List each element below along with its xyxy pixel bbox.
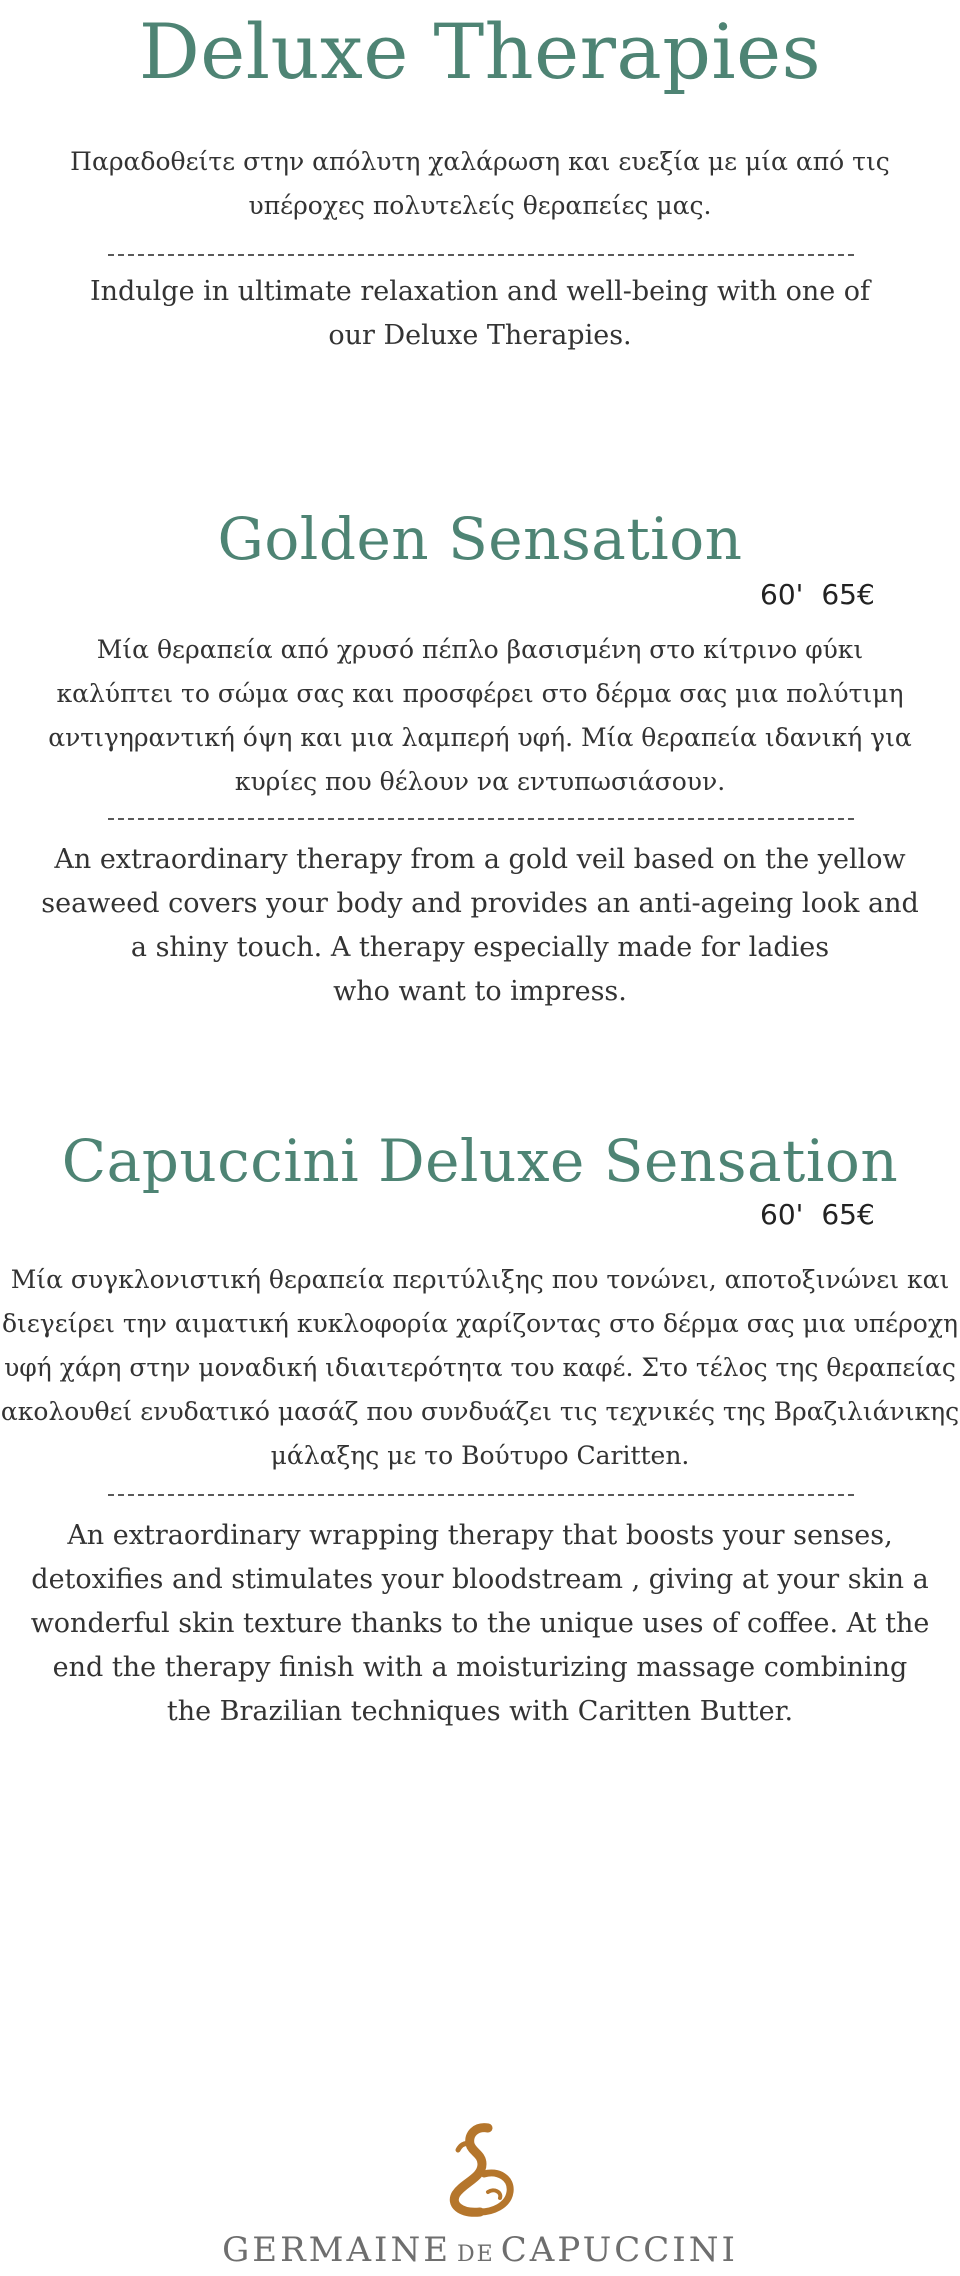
description-line: seaweed covers your body and provides an anti-ageing look and [41, 888, 919, 919]
description-line: Μία θεραπεία από χρυσό πέπλο βασισμένη στο κίτρινο φύκι [96, 635, 864, 664]
description-line: An extraordinary wrapping therapy that boosts your senses, [67, 1520, 893, 1551]
therapy-description-greek [0, 1258, 960, 1478]
therapy-description-english [0, 838, 960, 1014]
therapy-description-greek [0, 628, 960, 804]
page-title: Deluxe Therapies [138, 7, 822, 96]
description-line: μάλαξης με το Βούτυρο Caritten. [270, 1441, 690, 1470]
price-label: 65€ [821, 578, 875, 611]
description-line: κυρίες που θέλουν να εντυπωσιάσουν. [234, 767, 726, 796]
intro-greek-line: υπέροχες πολυτελείς θεραπείες μας. [248, 191, 712, 220]
description-line: υφή χάρη στην μοναδική ιδιαιτερότητα του καφέ. Στο τέλος της θεραπείας [4, 1353, 956, 1382]
description-line: An extraordinary therapy from a gold veil based on the yellow [54, 844, 906, 875]
therapy-title: Capuccini Deluxe Sensation [61, 1127, 899, 1195]
description-line: end the therapy finish with a moisturizing massage combining [52, 1652, 908, 1683]
description-line: ακολουθεί ενυδατικό μασάζ που συνδυάζει τις τεχνικές της Βραζιλιάνικης [0, 1397, 960, 1426]
divider [108, 1494, 854, 1496]
brand-name-first: GERMAINE [222, 2230, 452, 2270]
brand-name-last: CAPUCCINI [500, 2230, 738, 2270]
intro-greek [0, 140, 960, 228]
description-line: who want to impress. [333, 976, 627, 1007]
description-line: detoxifies and stimulates your bloodstream , giving at your skin a [31, 1564, 929, 1595]
therapy-price [760, 578, 910, 611]
therapy-title: Golden Sensation [217, 505, 743, 573]
description-line: wonderful skin texture thanks to the unique uses of coffee. At the [30, 1608, 930, 1639]
description-line: a shiny touch. A therapy especially made for ladies [130, 932, 830, 963]
description-line: καλύπτει το σώμα σας και προσφέρει στο δέρμα σας μια πολύτιμη [56, 679, 904, 708]
brand-logo [0, 2120, 960, 2270]
divider [108, 818, 854, 820]
intro-greek-line: Παραδοθείτε στην απόλυτη χαλάρωση και ευεξία με μία από τις [70, 147, 890, 176]
description-line: αντιγηραντική όψη και μια λαμπερή υφή. Μία θεραπεία ιδανική για [48, 723, 912, 752]
therapy-price [760, 1198, 910, 1231]
intro-english-line: Indulge in ultimate relaxation and well-being with one of [89, 276, 871, 307]
description-line: διεγείρει την αιματική κυκλοφορία χαρίζοντας στο δέρμα σας μια υπέροχη [2, 1309, 958, 1338]
price-label: 65€ [821, 1198, 875, 1231]
brand-name-particle: DE [457, 2242, 495, 2267]
intro-english-line: our Deluxe Therapies. [328, 320, 632, 351]
description-line: the Brazilian techniques with Caritten Butter. [166, 1696, 794, 1727]
therapy-description-english [0, 1514, 960, 1734]
duration-label: 60' [760, 1198, 804, 1231]
swan-icon [430, 2120, 530, 2220]
brand-name [0, 2230, 960, 2270]
divider [108, 254, 854, 256]
duration-label: 60' [760, 578, 804, 611]
intro-english [0, 270, 960, 358]
description-line: Μία συγκλονιστική θεραπεία περιτύλιξης που τονώνει, αποτοξινώνει και [10, 1265, 950, 1294]
